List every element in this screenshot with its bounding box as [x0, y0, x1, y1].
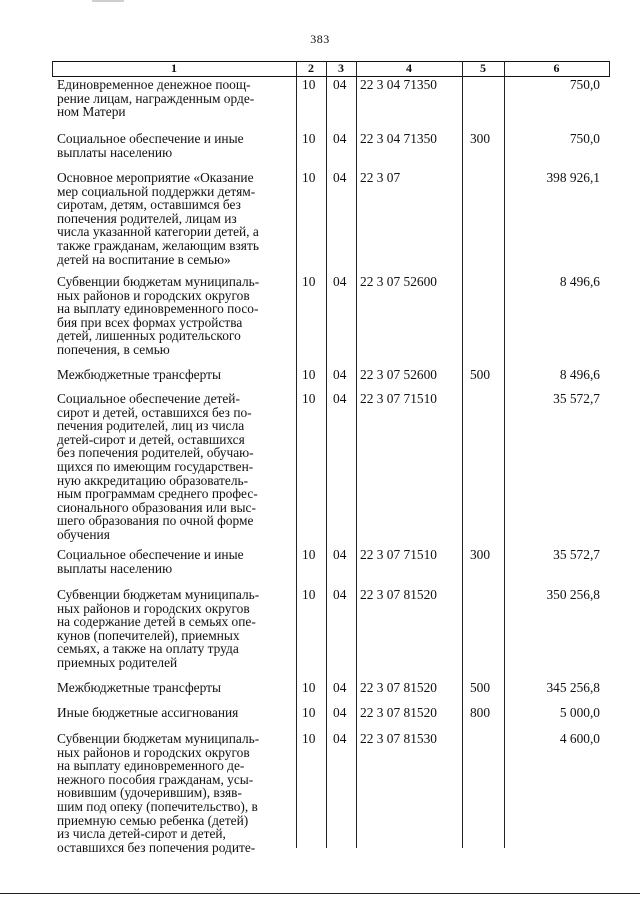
header-col-6: 6 — [553, 61, 560, 75]
row-description: Субвенции бюджетам муниципаль- ных районов и городских округов на содержание детей в семьях опе- кунов (попечителей), приемных семьях, а также на оплату труда приемных родителей — [57, 587, 260, 670]
row-section: 10 — [302, 680, 316, 695]
row-target-code: 22 3 07 81520 — [360, 705, 437, 720]
header-col-5: 5 — [480, 61, 486, 75]
row-description: Иные бюджетные ассигнования — [57, 705, 239, 720]
column-divider — [296, 61, 297, 848]
row-description: Социальное обеспечение и иные выплаты населению — [57, 131, 244, 160]
row-expense-type: 800 — [469, 705, 491, 720]
column-divider — [326, 61, 327, 848]
row-amount: 35 572,7 — [553, 547, 600, 562]
row-section: 10 — [302, 77, 316, 92]
row-amount: 8 496,6 — [559, 367, 600, 382]
row-subsection: 04 — [333, 587, 347, 602]
row-section: 10 — [302, 547, 316, 562]
row-target-code: 22 3 07 — [360, 170, 401, 185]
row-section: 10 — [302, 705, 316, 720]
row-subsection: 04 — [333, 680, 347, 695]
header-col-3: 3 — [338, 61, 344, 75]
row-subsection: 04 — [333, 705, 347, 720]
table-right-edge — [609, 61, 610, 76]
row-subsection: 04 — [333, 731, 347, 746]
header-col-2: 2 — [308, 61, 314, 75]
header-col-1: 1 — [171, 61, 177, 75]
row-description: Основное мероприятие «Оказание мер социальной поддержки детям- сиротам, детям, оставшимся без попечения родителей, лицам из числа указанной категории детей, а также гражданам, желающим взять детей на воспитание в семью» — [57, 170, 259, 267]
row-amount: 8 496,6 — [559, 274, 600, 289]
page-number: 383 — [310, 32, 330, 46]
row-expense-type: 500 — [469, 367, 491, 382]
row-target-code: 22 3 07 52600 — [360, 274, 437, 289]
row-target-code: 22 3 07 81530 — [360, 731, 437, 746]
row-section: 10 — [302, 391, 316, 406]
row-description: Единовременное денежное поощ- рение лицам, награжденным орде- ном Матери — [57, 77, 255, 120]
row-section: 10 — [302, 587, 316, 602]
scan-mark — [92, 0, 124, 2]
row-description: Межбюджетные трансферты — [57, 680, 221, 695]
row-expense-type: 300 — [469, 547, 491, 562]
row-subsection: 04 — [333, 170, 347, 185]
row-subsection: 04 — [333, 131, 347, 146]
row-target-code: 22 3 07 81520 — [360, 587, 437, 602]
row-target-code: 22 3 07 71510 — [360, 547, 437, 562]
row-amount: 750,0 — [569, 131, 600, 146]
header-col-4: 4 — [406, 61, 412, 75]
row-subsection: 04 — [333, 547, 347, 562]
column-divider — [504, 61, 505, 848]
row-description: Субвенции бюджетам муниципаль- ных районов и городских округов на выплату единовременного посо- бия при всех формах устройства детей, лишенных родительского попечения, в семью — [57, 274, 260, 357]
row-target-code: 22 3 07 71510 — [360, 391, 437, 406]
row-subsection: 04 — [333, 274, 347, 289]
row-target-code: 22 3 07 52600 — [360, 367, 437, 382]
row-subsection: 04 — [333, 77, 347, 92]
row-expense-type: 300 — [469, 131, 491, 146]
row-description: Межбюджетные трансферты — [57, 367, 221, 382]
row-subsection: 04 — [333, 367, 347, 382]
row-amount: 350 256,8 — [546, 587, 600, 602]
row-target-code: 22 3 04 71350 — [360, 77, 437, 92]
row-section: 10 — [302, 131, 316, 146]
row-amount: 35 572,7 — [553, 391, 600, 406]
row-amount: 345 256,8 — [546, 680, 600, 695]
row-target-code: 22 3 07 81520 — [360, 680, 437, 695]
row-amount: 5 000,0 — [559, 705, 600, 720]
row-amount: 4 600,0 — [559, 731, 600, 746]
row-section: 10 — [302, 367, 316, 382]
row-description: Социальное обеспечение детей- сирот и детей, оставшихся без по- печения родителей, лиц из числа детей-сирот и детей, оставшихся без попечения родителей, обучаю- щихся по имеющим государствен- ную аккредитацию образователь- ным программам среднего профес- сионального образования или выс- шего образования по очной форме обучения — [57, 391, 258, 542]
row-amount: 398 926,1 — [546, 170, 600, 185]
row-expense-type: 500 — [469, 680, 491, 695]
row-description: Социальное обеспечение и иные выплаты населению — [57, 547, 244, 576]
row-target-code: 22 3 04 71350 — [360, 131, 437, 146]
row-section: 10 — [302, 274, 316, 289]
row-subsection: 04 — [333, 391, 347, 406]
column-divider — [356, 61, 357, 848]
column-divider — [462, 61, 463, 848]
row-section: 10 — [302, 170, 316, 185]
row-amount: 750,0 — [569, 77, 600, 92]
row-description: Субвенции бюджетам муниципаль- ных районов и городских округов на выплату единовременного де- нежного пособия гражданам, усы- новившим (удочерившим), взяв- шим под опеку (попечительство), в приемную семью ребенка (детей) из числа детей-сирот и детей, оставшихся без попечения родите- — [57, 731, 260, 855]
scan-bottom-edge — [0, 893, 640, 894]
row-section: 10 — [302, 731, 316, 746]
